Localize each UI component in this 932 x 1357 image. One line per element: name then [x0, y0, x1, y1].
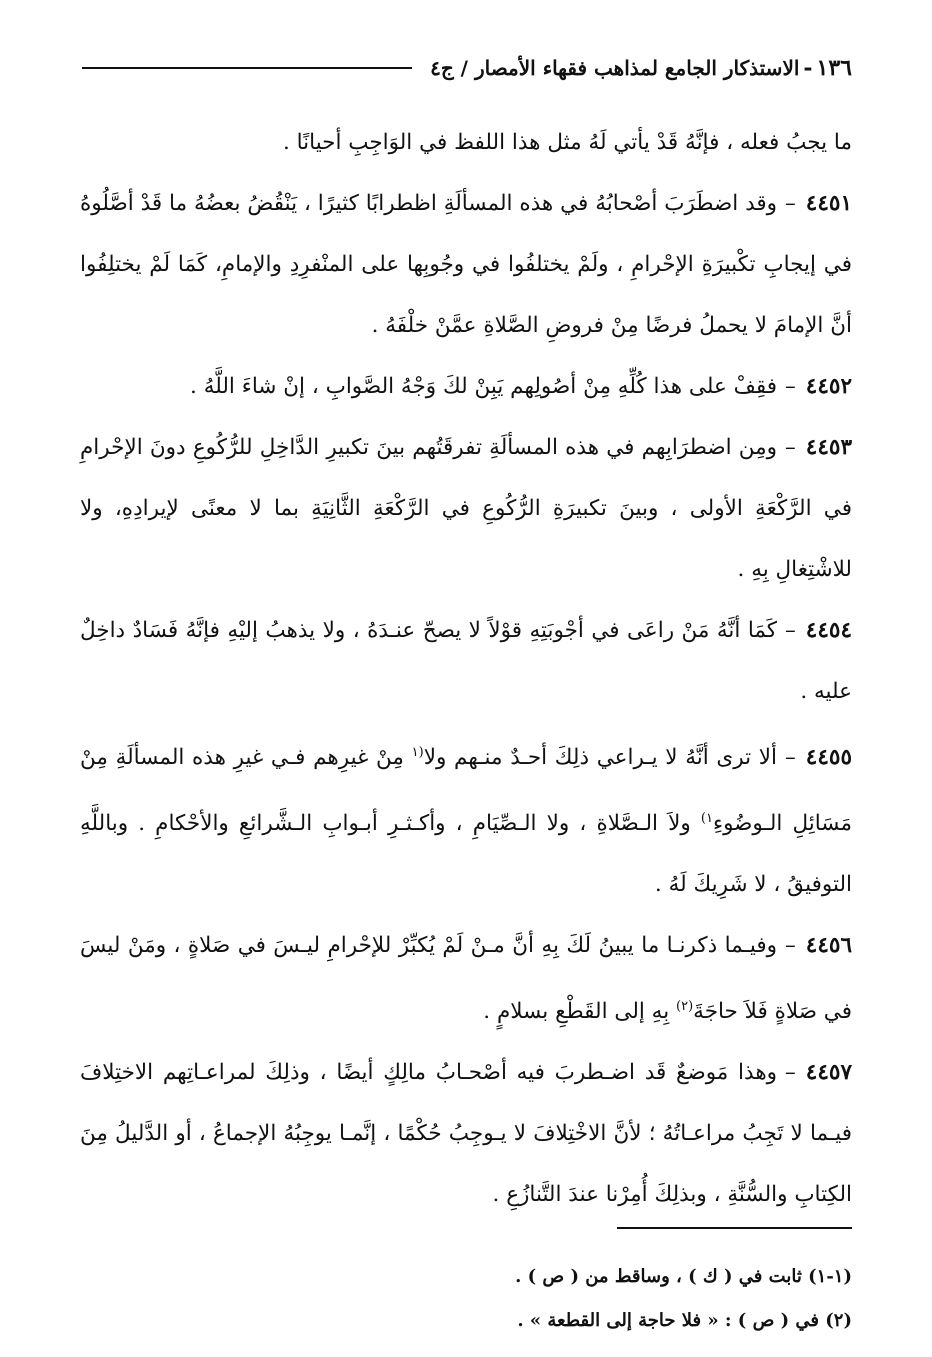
footnote-1: (١-١) ثابت في ( ك ) ، وساقط من ( ص ) .	[515, 1266, 852, 1287]
paragraph-dash: –	[785, 191, 796, 216]
paragraph-4451	[80, 173, 852, 356]
paragraph-dash: –	[785, 618, 796, 643]
paragraph-number: ٤٤٥٤	[805, 618, 852, 643]
paragraph-text: وفيـما ذكرنـا ما يبينُ لَكَ بِهِ أنَّ مـنْ لَمْ يُكبِّرْ للإحْرامِ ليـسَ في صَلاةٍ ، ومَنْ ليسَ في صَلاةٍ فَلاَ حاجَةَ	[80, 933, 852, 1025]
header-separator: -	[803, 55, 813, 81]
running-header	[82, 48, 852, 88]
footnote-marker: ١)	[700, 811, 713, 827]
paragraph-dash: –	[785, 933, 796, 959]
paragraph-text: ألا ترى أنَّهُ لا يـراعي ذلِكَ أحـدٌ منـهم ولا	[423, 745, 778, 771]
paragraph-text: مِنْ غيرِهم فـي غيرِ هذه المسألَةِ مِنْ مَسَائِلِ الـوضُوءِ	[80, 745, 852, 837]
paragraph-text: ومِن اضطرَابِهم في هذه المسألَةِ تفرقَتُهم بينَ تكبيرِ الدَّاخِلِ للرُّكُوعِ دونَ الإحْرامِ في الرَّكْعَةِ الأولى ، وبينَ تكبيرَةِ الرُّكُوعِ في الرَّكْعَةِ الثَّانِيَةِ بما لا معنًى لإيرادِهِ، ولا للاشْتِغالِ بِهِ .	[80, 435, 852, 582]
paragraph-4457	[80, 1042, 852, 1225]
paragraph-number: ٤٤٥٣	[805, 435, 852, 460]
paragraph-text: كَمَا أنَّهُ مَنْ راعَى في أجْوبَتِهِ قوْلاً لا يصحّ عنـدَهُ ، ولا يذهبُ إليْهِ فإنَّهُ فَسَادٌ داخِلٌ عليه .	[80, 618, 852, 704]
paragraph-number: ٤٤٥٧	[805, 1060, 852, 1086]
paragraph-4455	[80, 722, 852, 915]
header-rule	[82, 67, 412, 69]
paragraph-text: ولاَ الـصَّلاةِ ، ولا الـصِّيَامِ ، وأكـثـرِ أبـوابِ الـشَّرائعِ والأحْكامِ . وباللَّهِ التوفيقُ ، لا شَرِيكَ لَهُ .	[80, 811, 852, 898]
paragraph-dash: –	[785, 1060, 796, 1086]
paragraph-4452	[80, 356, 852, 417]
paragraph-dash: –	[785, 435, 796, 460]
footnotes	[80, 1255, 852, 1343]
paragraph-number: ٤٤٥١	[805, 191, 852, 216]
footnote-marker: (٢)	[676, 999, 694, 1015]
paragraph-dash: –	[785, 745, 796, 771]
paragraph-text: فقِفْ على هذا كُلِّهِ مِنْ أصُولِهم يَبِنْ لكَ وَجْهُ الصَّوابِ ، إنْ شاءَ اللَّهُ .	[190, 374, 778, 399]
paragraph-text: وهذا مَوضعٌ قَد اضـطربَ فيه أصْحـابُ مالِكٍ أيضًا ، وذلِكَ لمراعـاتِهم الاختِلافَ فيـما لا تَجِبُ مراعـاتُهُ ؛ لأنَّ الاخْتِلافَ لا يـوجِبُ حُكْمًا ، إنَّمـا يوجِبُهُ الإجماعُ ، أو الدَّليلُ مِنَ الكِتابِ والسُّنَّةِ ، وبذلِكَ أُمِرْنا عندَ التَّنازُعِ .	[80, 1060, 852, 1208]
paragraph-number: ٤٤٥٢	[805, 374, 852, 399]
running-title: الاستذكار الجامع لمذاهب فقهاء الأمصار / ج٤	[430, 56, 800, 80]
page-number: ١٣٦	[816, 55, 852, 81]
paragraph-4453	[80, 417, 852, 600]
footnote-marker: (١	[411, 745, 424, 760]
paragraph-4456	[80, 915, 852, 1042]
footnote-2: (٢) في ( ص ) : « فلا حاجة إلى القطعة » .	[517, 1310, 852, 1331]
paragraph-4454	[80, 600, 852, 722]
paragraph-number: ٤٤٥٦	[805, 933, 852, 959]
paragraph-number: ٤٤٥٥	[805, 745, 852, 771]
intro-line: ما يجبُ فعله ، فإنَّهُ قَدْ يأتي لَهُ مثل هذا اللفظ في الوَاجِبِ أحيانًا .	[282, 130, 852, 155]
paragraph-text: وقد اضطَرَبَ أصْحابُهُ في هذه المسألَةِ اظطرابًا كثيرًا ، يَنْقُضُ بعضُهُ ما قَدْ أصَّلُوهُ في إيجابِ تكْبيرَةِ الإحْرامِ ، ولَمْ يختلفُوا في وجُوبِها على المنْفرِدِ والإمامِ، كَمَا لَمْ يختلِفُوا أنَّ الإمامَ لا يحملُ فرضًا مِنْ فروضِ الصَّلاةِ عمَّنْ خلْفَهُ .	[80, 191, 852, 338]
footnote-rule	[617, 1227, 852, 1229]
paragraph-text: بِهِ إلى القَطْعِ بسلامٍ .	[483, 999, 677, 1025]
paragraph-dash: –	[785, 374, 796, 399]
main-text	[80, 112, 852, 1225]
